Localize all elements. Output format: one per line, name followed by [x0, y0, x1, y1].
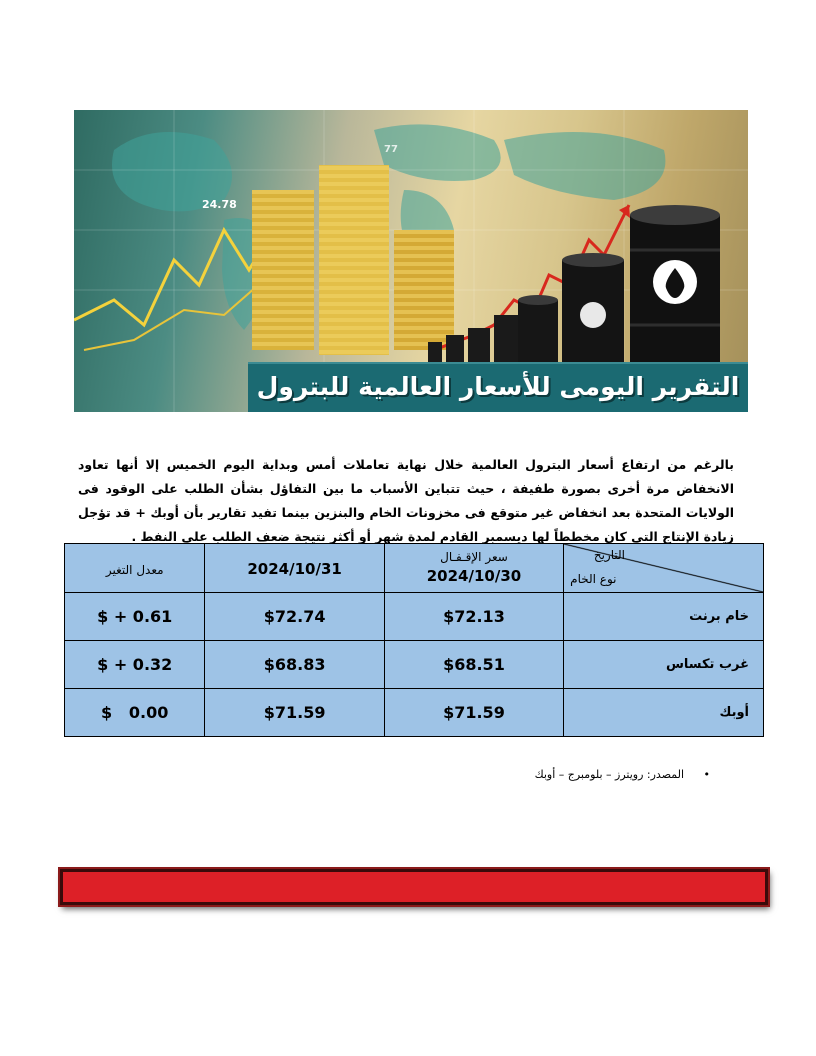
row-change-cell: $ + 0.32 — [65, 641, 205, 689]
header-type-date-cell — [564, 544, 764, 593]
header-close-cell — [384, 544, 563, 593]
row-change-cell: $ + 0.61 — [65, 593, 205, 641]
header-change-label: معدل التغير — [105, 562, 164, 577]
row-price1-cell: $68.51 — [384, 641, 563, 689]
oil-barrels-graphic — [428, 205, 720, 362]
row-price2-cell: $68.83 — [205, 641, 384, 689]
header-type-label: نوع الخام — [570, 572, 617, 586]
banner-price-tag-small: 77 — [384, 144, 398, 155]
header-date2: 2024/10/31 — [247, 559, 342, 578]
row-type-cell: غرب تكساس — [564, 641, 764, 689]
header-change-cell — [65, 544, 205, 593]
page-title: التقرير اليومى للأسعار العالمية للبترول — [256, 372, 740, 401]
banner-image — [74, 110, 748, 412]
table-header-row — [65, 544, 764, 593]
footer-red-bar — [60, 869, 768, 905]
table-row — [65, 689, 764, 737]
oil-price-table — [64, 543, 764, 737]
row-type-cell: أوبك — [564, 689, 764, 737]
table-row — [65, 641, 764, 689]
source-text: المصدر: رويترز – بلومبرج – أوبك — [534, 768, 684, 781]
header-date2-cell — [205, 544, 384, 593]
row-price2-cell: $72.74 — [205, 593, 384, 641]
header-close-label: سعر الإقـفـال — [440, 550, 508, 564]
header-close-date: 2024/10/30 — [426, 567, 522, 585]
table-row — [65, 593, 764, 641]
banner-title-bar — [248, 362, 748, 412]
banner-price-tag: 24.78 — [202, 198, 237, 211]
row-type-cell: خام برنت — [564, 593, 764, 641]
source-note — [535, 768, 710, 781]
row-price2-cell: $71.59 — [205, 689, 384, 737]
header-date-label: التاريخ — [593, 548, 625, 562]
intro-paragraph: بالرغم من ارتفاع أسعار البترول العالمية خلال نهاية تعاملات أمس وبداية اليوم الخميس إلا أنها تعاود الانخفاض مرة أخرى بصورة طفيفة ، حيث تتباين الأسباب ما بين التفاؤل بشأن الطلب على الوقود فى الولايات المتحدة بعد انخفاض غير متوقع فى مخزونات الخام والبنزين بينما تفيد تقارير بأن أوبك + قد تؤجل زيادة الإنتاج التى كان مخططاً لها ديسمبر القادم لمدة شهر أو أكثر نتيجة ضعف الطلب على النفط . — [78, 456, 734, 544]
row-price1-cell: $72.13 — [384, 593, 563, 641]
row-change-cell: $ 0.00 — [65, 689, 205, 737]
bullet-icon: • — [703, 768, 710, 781]
row-price1-cell: $71.59 — [384, 689, 563, 737]
